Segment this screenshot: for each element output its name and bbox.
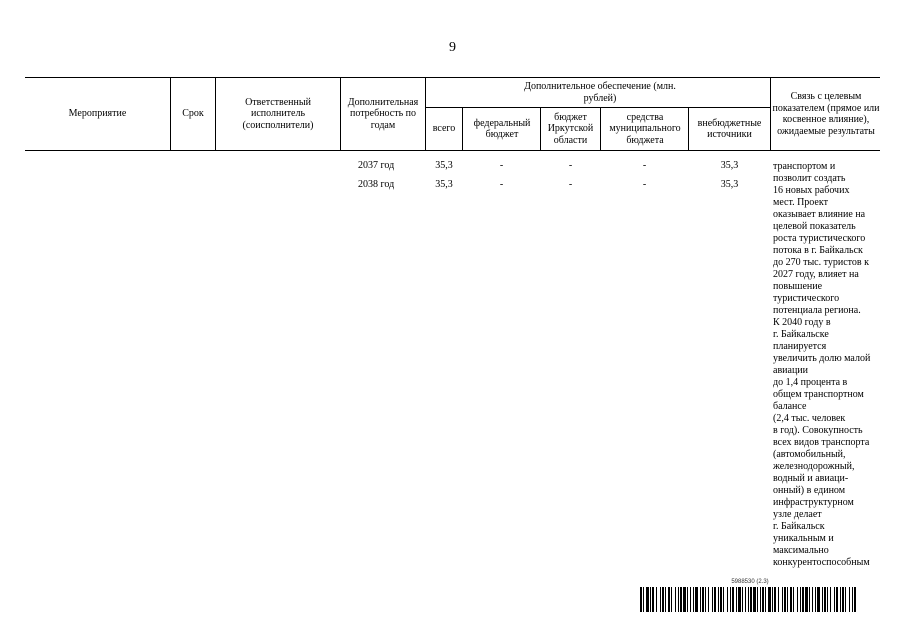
barcode	[640, 579, 860, 612]
column-divider	[462, 107, 463, 150]
barcode-bars	[640, 587, 860, 612]
column-divider	[215, 77, 216, 150]
row-total: 35,3	[435, 160, 453, 171]
connection-text: транспортом и позволит создать 16 новых рабочих мест. Проект оказывает влияние на целевой показатель роста туристического потока в г. Байкальск до 270 тыс. туристов к 2027 году, влияет на повышение туристического потенциала региона. К 2040 году в г. Байкальске планируется увеличить долю малой авиации до 1,4 процента в общем транспортном балансе (2,4 тыс. человек в год). Совокупность всех видов транспорта (автомобильный, железнодорожный, водный и авиаци- онный) в едином инфраструктурном узле делает г. Байкальск уникальным и максимально конкурентоспособным	[773, 161, 871, 568]
header-event: Мероприятие	[68, 108, 127, 120]
row-regional: -	[568, 160, 573, 171]
row-regional: -	[568, 179, 573, 190]
header-funding-group: Дополнительное обеспечение (млн. рублей)	[524, 81, 676, 104]
column-divider	[770, 77, 771, 150]
row-extra: 35,3	[720, 160, 739, 171]
header-need: Дополнительная потребность по годам	[347, 96, 419, 131]
table-header-bottom-border	[25, 150, 880, 151]
row-federal: -	[499, 160, 504, 171]
header-municipal: средства муниципального бюджета	[609, 111, 681, 146]
row-extra: 35,3	[720, 179, 739, 190]
row-federal: -	[499, 179, 504, 190]
row-year: 2037 год	[358, 160, 395, 171]
header-term: Срок	[182, 108, 204, 120]
header-regional: бюджет Иркутской области	[547, 111, 594, 146]
row-municipal: -	[642, 179, 647, 190]
header-responsible: Ответственный исполнитель (соисполнители)	[242, 96, 314, 131]
page-number: 9	[449, 40, 456, 55]
barcode-label: 5988530 (2.3)	[731, 579, 769, 585]
column-divider	[600, 107, 601, 150]
header-federal: федеральный бюджет	[473, 117, 531, 140]
header-extra: внебюджетные источники	[697, 117, 762, 140]
header-connection: Связь с целевым показателем (прямое или косвенное влияние), ожидаемые результаты	[772, 91, 880, 137]
header-total: всего	[432, 123, 456, 135]
row-total: 35,3	[435, 179, 453, 190]
row-year: 2038 год	[358, 179, 395, 190]
row-municipal: -	[642, 160, 647, 171]
